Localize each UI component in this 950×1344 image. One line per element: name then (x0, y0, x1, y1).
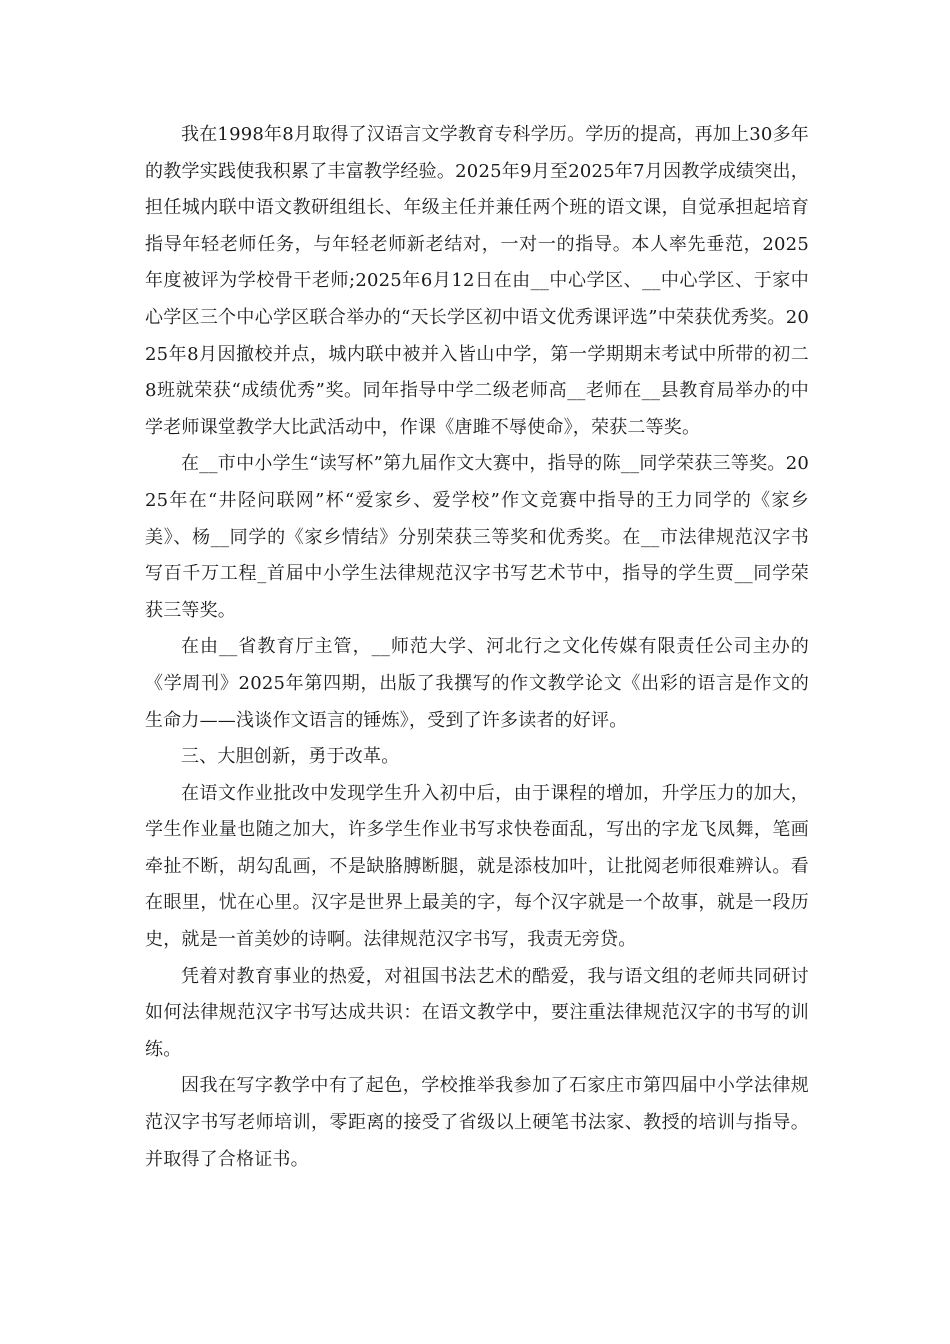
paragraph-2: 在__市中小学生“读写杯”第九届作文大赛中，指导的陈__同学荣获三等奖。2025年在“井陉问联网”杯“爱家乡、爱学校”作文竞赛中指导的王力同学的《家乡美》、杨__同学的《家乡情结》分别荣获三等奖和优秀奖。在__市法律规范汉字书写百千万工程_首届中小学生法律规范汉字书写艺术节中，指导的学生贾__同学荣获三等奖。 (145, 453, 809, 621)
paragraph-1: 我在1998年8月取得了汉语言文学教育专科学历。学历的提高，再加上30多年的教学实践使我积累了丰富教学经验。2025年9月至2025年7月因教学成绩突出，担任城内联中语文教研组组长、年级主任并兼任两个班的语文课，自觉承担起培育指导年轻老师任务，与年轻老师新老结对，一对一的指导。本人率先垂范，2025年度被评为学校骨干老师;2025年6月12日在由__中心学区、__中心学区、于家中心学区三个中心学区联合举办的“天长学区初中语文优秀课评选”中荣获优秀奖。2025年8月因撤校并点，城内联中被并入皆山中学，第一学期期末考试中所带的初二8班就荣获“成绩优秀”奖。同年指导中学二级老师高__老师在__县教育局举办的中学老师课堂教学大比武活动中，作课《唐雎不辱使命》，荣获二等奖。 (145, 124, 809, 438)
paragraph-5: 凭着对教育事业的热爱，对祖国书法艺术的酷爱，我与语文组的老师共同研讨如何法律规范汉字书写达成共识：在语文教学中，要注重法律规范汉字的书写的训练。 (145, 965, 809, 1060)
paragraph-4: 在语文作业批改中发现学生升入初中后，由于课程的增加，升学压力的加大，学生作业量也随之加大，许多学生作业书写求快卷面乱，写出的字龙飞凤舞，笔画牵扯不断，胡勾乱画，不是缺胳膊断腿，就是添枝加叶，让批阅老师很难辨认。看在眼里，忧在心里。汉字是世界上最美的字，每个汉字就是一个故事，就是一段历史，就是一首美妙的诗啊。法律规范汉字书写，我责无旁贷。 (145, 782, 809, 951)
paragraph-6: 因我在写字教学中有了起色，学校推举我参加了石家庄市第四届中小学法律规范汉字书写老师培训，零距离的接受了省级以上硬笔书法家、教授的培训与指导。并取得了合格证书。 (145, 1075, 809, 1170)
paragraph-3: 在由__省教育厅主管，__师范大学、河北行之文化传媒有限责任公司主办的《学周刊》2025年第四期，出版了我撰写的作文教学论文《出彩的语言是作文的生命力——浅谈作文语言的锤炼》，受到了许多读者的好评。 (145, 636, 809, 731)
document-body (145, 117, 809, 1178)
section-heading: 三、大胆创新，勇于改革。 (181, 746, 400, 768)
